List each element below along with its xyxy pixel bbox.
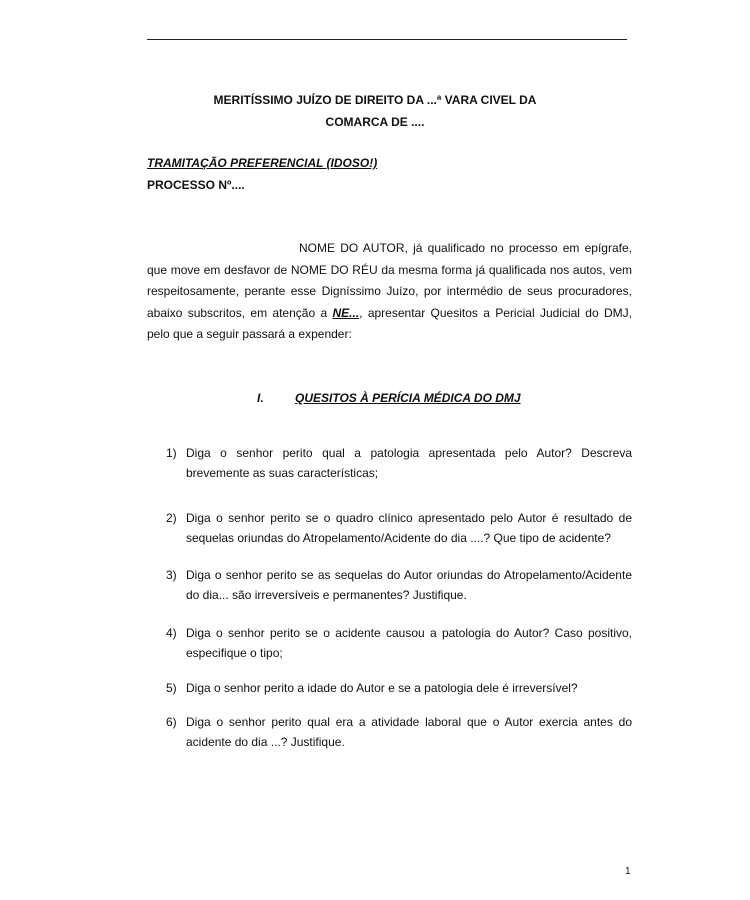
question-item (166, 508, 632, 548)
question-number: 3) (166, 568, 177, 582)
body-text-start: NOME DO AUTOR, já qualificado no processo em epígrafe, que move em desfavor de NOME DO RÉU da mesma forma já qualificada nos autos, vem respeitosamente, perante esse Digníssimo Juízo, por intermédio de seus procuradores, abaixo subscritos, em atenção a (147, 241, 632, 320)
question-item (166, 623, 632, 663)
question-text: Diga o senhor perito se o quadro clínico apresentado pelo Autor é resultado de sequelas oriundas do Atropelamento/Acidente do dia ....? Que tipo de acidente? (186, 511, 632, 545)
question-number: 6) (166, 715, 177, 729)
preference-notice: TRAMITAÇÃO PREFERENCIAL (IDOSO!) (147, 156, 378, 170)
addressee-line-2: COMARCA DE .... (325, 115, 425, 129)
ne-reference: NE... (332, 305, 360, 320)
question-item (166, 712, 632, 752)
body-text-end: , apresentar Quesitos a Pericial Judicial do DMJ, pelo que a seguir passará a expender: (147, 305, 632, 342)
section-number: I. (257, 391, 264, 405)
page-number: 1 (625, 866, 631, 877)
body-paragraph (147, 238, 632, 346)
addressee-line-1: MERITÍSSIMO JUÍZO DE DIREITO DA ...ª VARA CIVEL DA (213, 93, 537, 107)
process-number: PROCESSO Nº.... (147, 178, 245, 192)
question-text: Diga o senhor perito a idade do Autor e se a patologia dele é irreversível? (186, 681, 578, 695)
question-item (166, 565, 632, 605)
question-text: Diga o senhor perito qual era a atividade laboral que o Autor exercia antes do acidente do dia ...? Justifique. (186, 715, 632, 749)
question-item (166, 443, 632, 483)
header-rule (147, 39, 627, 40)
question-text: Diga o senhor perito se as sequelas do Autor oriundas do Atropelamento/Acidente do dia... são irreversíveis e permanentes? Justifique. (186, 568, 632, 602)
question-text: Diga o senhor perito se o acidente causou a patologia do Autor? Caso positivo, especifique o tipo; (186, 626, 632, 660)
question-number: 4) (166, 626, 177, 640)
question-number: 5) (166, 681, 177, 695)
question-number: 2) (166, 511, 177, 525)
question-number: 1) (166, 446, 177, 460)
question-text: Diga o senhor perito qual a patologia apresentada pelo Autor? Descreva brevemente as suas características; (186, 446, 632, 480)
section-title: QUESITOS À PERÍCIA MÉDICA DO DMJ (295, 391, 521, 405)
question-item (166, 678, 632, 698)
